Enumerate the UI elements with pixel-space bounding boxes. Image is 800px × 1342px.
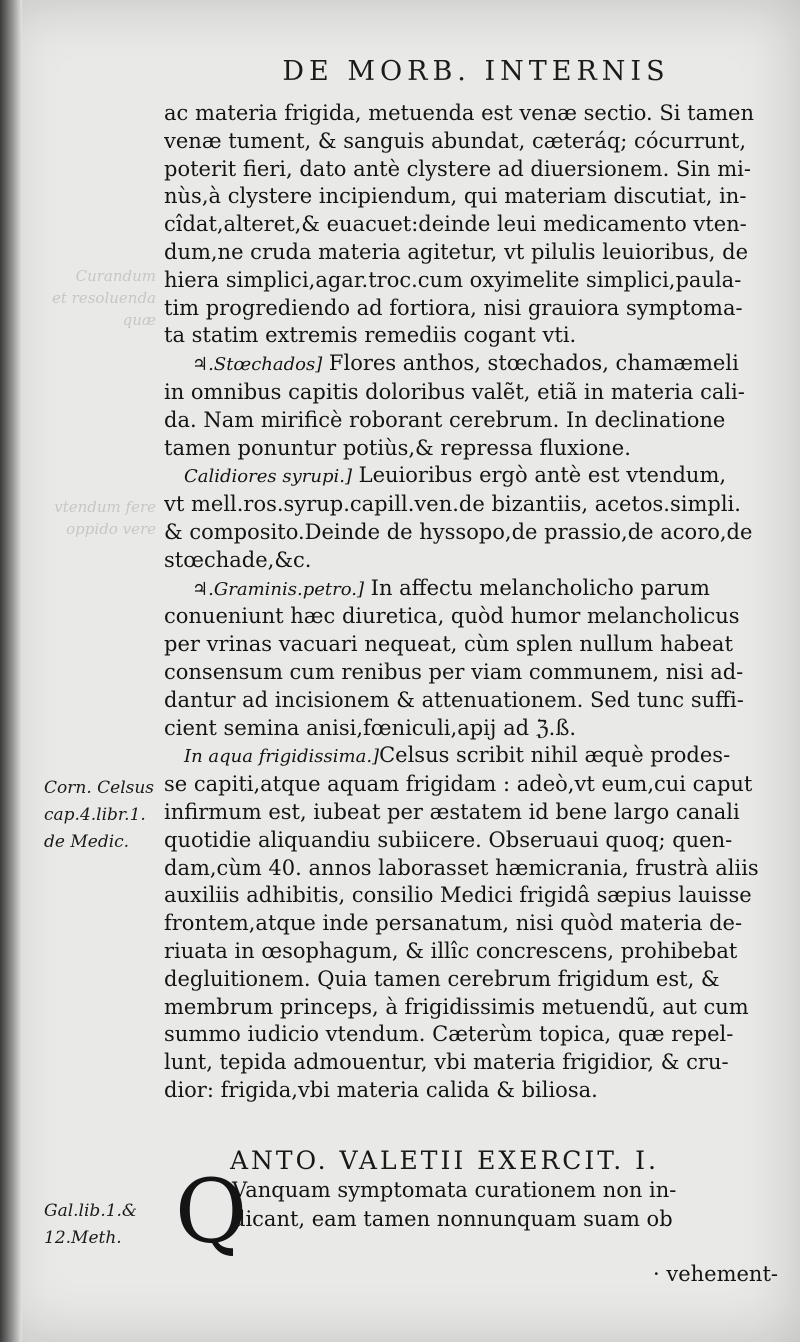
text-line: summo iudicio vtendum. Cæterùm topica, quæ repel- [164,1022,734,1047]
text-line: lunt, tepida admouentur, vbi materia frigidior, & cru- [164,1050,729,1075]
text-line: infirmum est, iubeat per æstatem id bene largo canali [164,799,740,824]
show-through-text-2: vtendum fere oppido vere [54,498,156,538]
show-through-text: Curandum et resoluenda quæ [52,267,156,329]
text-line: ♃.Graminis.petro.] In affectu melancholicho parum [192,575,710,600]
text-line: tamen ponuntur potiùs,& repressa fluxione. [164,435,631,460]
text-line: cient semina anisi,fœniculi,apij ad ℨ.ß. [164,715,577,740]
text-line: consensum cum renibus per viam communem, nisi ad- [164,659,744,684]
text-line: poterit fieri, dato antè clystere ad diuersionem. Sin mi- [164,156,751,181]
text-line: in omnibus capitis doloribus valẽt, etiã in materia cali- [164,379,745,404]
text-line: cîdat,alteret,& euacuet:deinde leui medicamento vten- [164,212,747,237]
lemma: ♃.Stœchados] [192,354,323,376]
lemma: ♃.Graminis.petro.] [192,578,364,600]
text-line: auxiliis adhibitis, consilio Medici frigidâ sæpius lauisse [164,883,752,908]
lemma: In aqua frigidissima.] [184,746,380,768]
text-line: stœchade,&c. [164,547,312,572]
text-line: per vrinas vacuari nequeat, cùm splen nullum habeat [164,632,733,657]
text-line: quotidie aliquandiu subiicere. Obseruaui quoq; quen- [164,827,733,852]
text-line: & composito.Deinde de hyssopo,de prassio,de acoro,de [164,519,753,544]
margin-note-galen: Gal.lib.1.& 12.Meth. [44,1201,138,1248]
text-line: dior: frigida,vbi materia calida & biliosa. [164,1077,598,1102]
text-line: nùs,à clystere incipiendum, qui materiam discutiat, in- [164,184,747,209]
text-line: Calidiores syrupi.] Leuioribus ergò antè est vtendum, [184,463,727,488]
running-head: DE MORB. INTERNIS [282,56,670,87]
text-line: vt mell.ros.syrup.capill.ven.de bizantiis, acetos.simpli. [164,492,741,517]
margin-note-celsus: Corn. Celsus cap.4.libr.1. de Medic. [44,778,155,852]
text-line: da. Nam mirificè roborant cerebrum. In declinatione [164,407,726,432]
text-line: venæ tument, & sanguis abundat, cæteráq; cócurrunt, [164,128,746,153]
text-line: ac materia frigida, metuenda est venæ sectio. Si tamen [164,101,754,125]
text-line: conueniunt hæc diuretica, quòd humor melancholicus [164,604,740,629]
text-line: ♃.Stœchados] Flores anthos, stœchados, chamæmeli [192,351,739,376]
section-heading: ANTO. VALETII EXERCIT. I. [230,1146,660,1175]
drop-cap: Q [175,1160,248,1263]
catchword: · vehement- [653,1262,778,1286]
text-line: se capiti,atque aquam frigidam : adeò,vt eum,cui caput [164,772,753,797]
text-line: degluitionem. Quia tamen cerebrum frigidum est, & [164,966,720,991]
text-line: ta statim extremis remediis cogant vti. [164,323,577,348]
text-line: In aqua frigidissima.]Celsus scribit nihil æquè prodes- [184,743,731,768]
text-line: tim progrediendo ad fortiora, nisi grauiora symptoma- [164,295,743,320]
text-line: riuata in œsophagum, & illîc concrescens, prohibebat [164,938,738,963]
main-text-block [164,100,784,1105]
text-line: dum,ne cruda materia agitetur, vt pilulis leuioribus, de [164,239,749,264]
text-line: frontem,atque inde persanatum, nisi quòd materia de- [164,911,743,936]
text-line: dam,cùm 40. annos laborasset hæmicrania, frustrà aliis [164,855,759,880]
binding-gutter [0,0,22,1342]
text-line: hiera simplici,agar.troc.cum oxyimelite simplici,paula- [164,267,742,292]
text-line: membrum princeps, à frigidissimis metuendũ, aut cum [164,994,749,1019]
lemma: Calidiores syrupi.] [184,466,352,488]
text-line: dantur ad incisionem & attenuationem. Sed tunc suffi- [164,687,744,712]
opening-paragraph: Vanquam symptomata curationem non in- dicant, eam tamen nonnunquam suam ob [232,1178,677,1231]
